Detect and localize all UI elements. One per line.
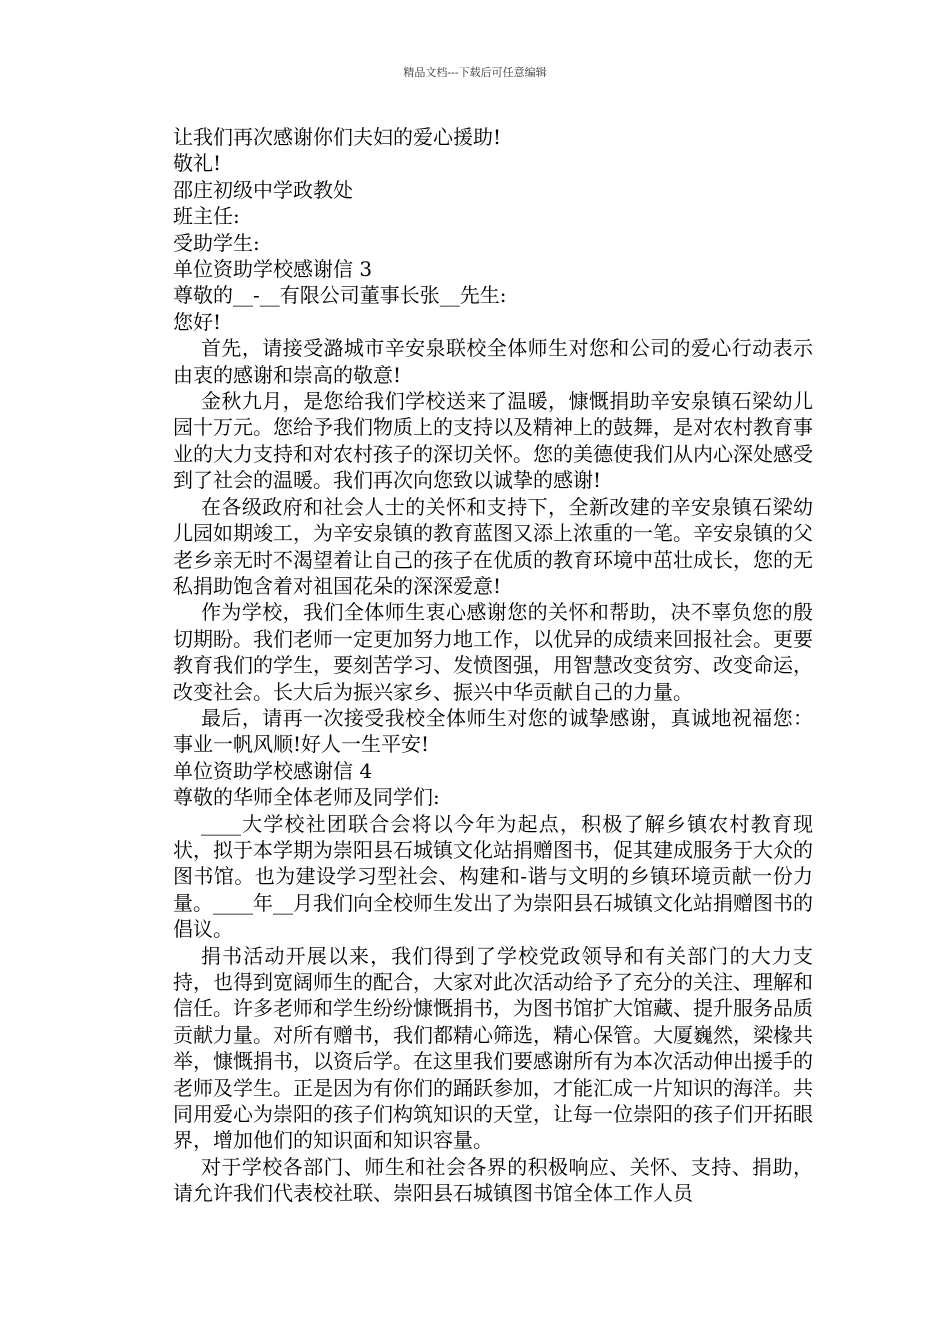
letter-3-paragraph: 作为学校，我们全体师生衷心感谢您的关怀和帮助，决不辜负您的殷切期盼。我们老师一定更加努力地工作，以优异的成绩来回报社会。更要教育我们的学生，要刻苦学习、发愤图强，用智慧改变贫穷、改变命运，改变社会。长大后为振兴家乡、振兴中华贡献自己的力量。 bbox=[173, 600, 813, 704]
letter-3-paragraph: 首先，请接受潞城市辛安泉联校全体师生对您和公司的爱心行动表示由衷的感谢和崇高的敬意! bbox=[173, 336, 813, 387]
letter-3-greeting: 您好! bbox=[173, 309, 222, 334]
letter-3-paragraph: 最后，请再一次接受我校全体师生对您的诚挚感谢，真诚地祝福您：事业一帆风顺!好人一生平安! bbox=[173, 705, 813, 757]
salutation-line: 敬礼! bbox=[173, 151, 222, 176]
document-body bbox=[173, 124, 813, 1207]
letter-4-title: 单位资助学校感谢信 4 bbox=[173, 758, 373, 783]
signature-teacher-line: 班主任: bbox=[173, 204, 240, 229]
letter-4-paragraph: 对于学校各部门、师生和社会各界的积极响应、关怀、支持、捐助，请允许我们代表校社联、崇阳县石城镇图书馆全体工作人员 bbox=[173, 1154, 813, 1206]
letter-3-paragraph: 金秋九月，是您给我们学校送来了温暖，慷慨捐助辛安泉镇石梁幼儿园十万元。您给予我们物质上的支持以及精神上的鼓舞，是对农村教育事业的大力支持和对农村孩子的深切关怀。您的美德使我们从内心深处感受到了社会的温暖。我们再次向您致以诚挚的感谢! bbox=[173, 389, 813, 493]
signature-student-line: 受助学生: bbox=[173, 230, 260, 255]
letter-4-paragraph: ____大学校社团联合会将以今年为起点，积极了解乡镇农村教育现状，拟于本学期为崇阳县石城镇文化站捐赠图书，促其建成服务于大众的图书馆。也为建设学习型社会、构建和-谐与文明的乡镇环境贡献一份力量。____年__月我们向全校师生发出了为崇阳县石城镇文化站捐赠图书的倡议。 bbox=[173, 811, 813, 942]
letter-4-paragraph: 捐书活动开展以来，我们得到了学校党政领导和有关部门的大力支持，也得到宽阔师生的配合，大家对此次活动给予了充分的关注、理解和信任。许多老师和学生纷纷慷慨捐书，为图书馆扩大馆藏、提升服务品质贡献力量。对所有赠书，我们都精心筛选，精心保管。大厦巍然，梁椽共举，慷慨捐书，以资后学。在这里我们要感谢所有为本次活动伸出援手的老师及学生。正是因为有你们的踊跃参加，才能汇成一片知识的海洋。共同用爱心为崇阳的孩子们构筑知识的天堂，让每一位崇阳的孩子们开拓眼界，增加他们的知识面和知识容量。 bbox=[173, 943, 813, 1153]
closing-thanks-line: 让我们再次感谢你们夫妇的爱心援助! bbox=[173, 125, 502, 149]
letter-3-addressee: 尊敬的__-__有限公司董事长张__先生: bbox=[173, 283, 507, 308]
signature-org-line: 邵庄初级中学政教处 bbox=[173, 177, 353, 202]
letter-4-addressee: 尊敬的华师全体老师及同学们: bbox=[173, 785, 440, 810]
letter-3-title: 单位资助学校感谢信 3 bbox=[173, 257, 373, 282]
page-header: 精品文档---下载后可任意编辑 bbox=[403, 66, 547, 79]
letter-3-paragraph: 在各级政府和社会人士的关怀和支持下，全新改建的辛安泉镇石梁幼儿园如期竣工，为辛安泉镇的教育蓝图又添上浓重的一笔。辛安泉镇的父老乡亲无时不渴望着让自己的孩子在优质的教育环境中茁壮成长，您的无私捐助饱含着对祖国花朵的深深爱意! bbox=[173, 494, 813, 598]
